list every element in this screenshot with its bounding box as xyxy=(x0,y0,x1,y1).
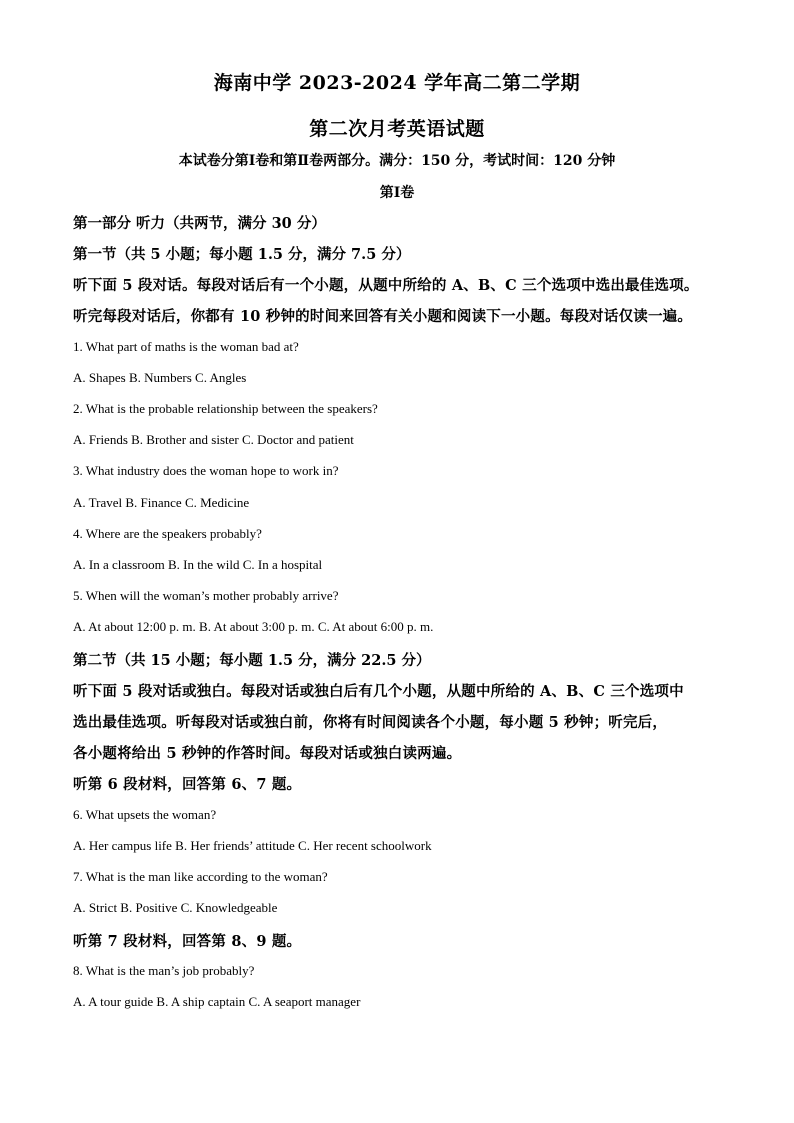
question-4-options: A. In a classroom B. In the wild C. In a hospital xyxy=(73,557,323,572)
exam-title-line1: 海南中学 2023-2024 学年高二第二学期 xyxy=(213,72,581,94)
part1-heading: 第一部分 听力（共两节，满分 30 分） xyxy=(73,215,326,232)
question-2-options: A. Friends B. Brother and sister C. Doctor and patient xyxy=(73,432,354,447)
volume-label: 第Ⅰ卷 xyxy=(379,185,415,201)
section1-instruction-line: 听下面 5 段对话。每段对话后有一个小题，从题中所给的 A、B、C 三个选项中选出最佳选项。 xyxy=(73,277,699,294)
question-7: 7. What is the man like according to the woman? xyxy=(73,869,328,884)
question-8: 8. What is the man’s job probably? xyxy=(73,963,255,978)
question-4: 4. Where are the speakers probably? xyxy=(73,526,262,541)
question-5: 5. When will the woman’s mother probably arrive? xyxy=(73,588,339,603)
question-1: 1. What part of maths is the woman bad at? xyxy=(73,339,299,354)
exam-title-line2: 第二次月考英语试题 xyxy=(309,118,485,140)
section2-instruction-line: 听下面 5 段对话或独白。每段对话或独白后有几个小题，从题中所给的 A、B、C 三个选项中 xyxy=(73,683,684,700)
section1-heading: 第一节（共 5 小题；每小题 1.5 分，满分 7.5 分） xyxy=(73,246,411,263)
question-1-options: A. Shapes B. Numbers C. Angles xyxy=(73,370,247,385)
question-3: 3. What industry does the woman hope to work in? xyxy=(73,463,339,478)
question-8-options: A. A tour guide B. A ship captain C. A seaport manager xyxy=(73,994,361,1009)
section2-instruction-line: 各小题将给出 5 秒钟的作答时间。每段对话或独白读两遍。 xyxy=(73,745,462,762)
section1-instruction-line: 听完每段对话后，你都有 10 秒钟的时间来回答有关小题和阅读下一小题。每段对话仅读一遍。 xyxy=(73,308,693,325)
question-6-options: A. Her campus life B. Her friends’ attitude C. Her recent schoolwork xyxy=(73,838,432,853)
question-7-options: A. Strict B. Positive C. Knowledgeable xyxy=(73,900,278,915)
group7-heading: 听第 7 段材料，回答第 8、9 题。 xyxy=(73,933,302,950)
exam-info: 本试卷分第Ⅰ卷和第Ⅱ卷两部分。满分：150 分，考试时间：120 分钟 xyxy=(178,153,616,169)
section2-heading: 第二节（共 15 小题；每小题 1.5 分，满分 22.5 分） xyxy=(73,652,431,669)
question-2: 2. What is the probable relationship between the speakers? xyxy=(73,401,378,416)
question-5-options: A. At about 12:00 p. m. B. At about 3:00 p. m. C. At about 6:00 p. m. xyxy=(73,619,434,634)
question-6: 6. What upsets the woman? xyxy=(73,807,217,822)
section2-instruction-line: 选出最佳选项。听每段对话或独白前，你将有时间阅读各个小题，每小题 5 秒钟；听完后， xyxy=(73,714,668,731)
question-3-options: A. Travel B. Finance C. Medicine xyxy=(73,495,250,510)
group6-heading: 听第 6 段材料，回答第 6、7 题。 xyxy=(73,776,302,793)
